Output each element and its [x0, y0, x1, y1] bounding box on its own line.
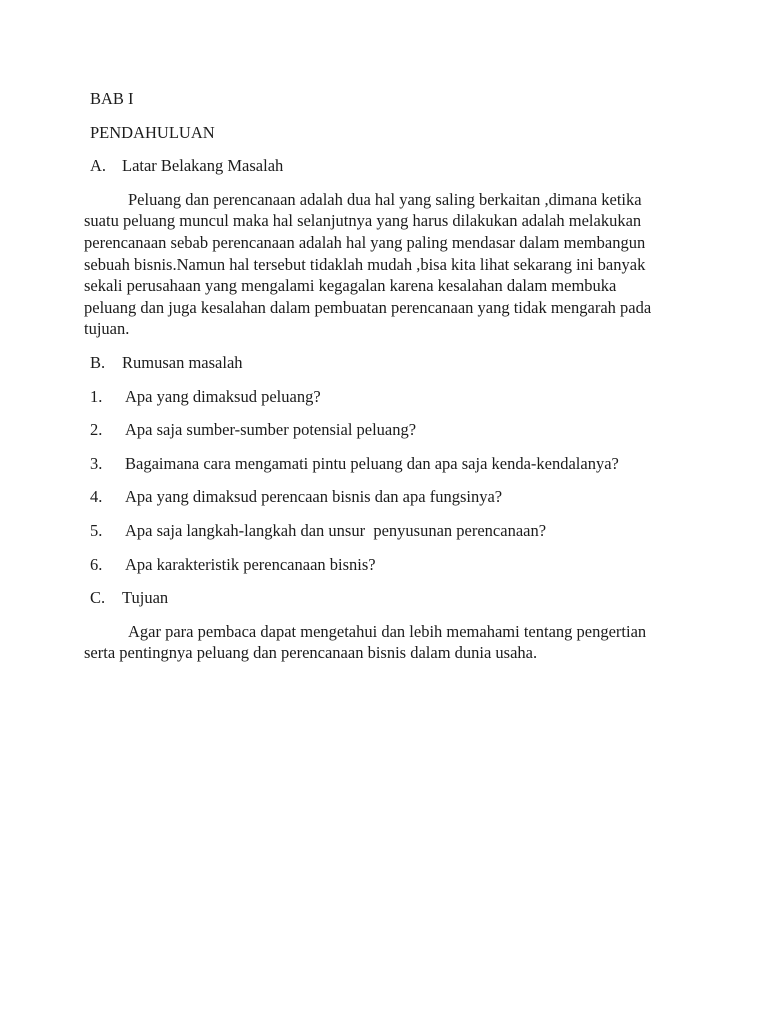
section-heading-latar-belakang — [84, 155, 664, 177]
question-number: 3. — [90, 453, 103, 473]
question-text: Apa saja sumber-sumber potensial peluang? — [125, 420, 417, 440]
chapter-heading: BAB I — [90, 89, 134, 108]
question-item-1 — [84, 386, 664, 408]
question-text: Apa karakteristik perencanaan bisnis? — [125, 554, 376, 574]
question-text: Bagaimana cara mengamati pintu peluang dan apa saja kenda-kendalanya? — [125, 453, 619, 473]
section-label: A. — [90, 156, 107, 176]
section-title: Latar Belakang Masalah — [122, 156, 284, 176]
question-item-4 — [84, 486, 664, 508]
section-title: Rumusan masalah — [122, 352, 243, 372]
question-item-5 — [84, 520, 664, 542]
question-item-2 — [84, 419, 664, 441]
question-item-3 — [84, 453, 664, 475]
page-content — [84, 88, 664, 676]
section-label: B. — [90, 352, 106, 372]
chapter-title: PENDAHULUAN — [90, 122, 215, 142]
question-text: Apa yang dimaksud peluang? — [125, 386, 321, 406]
paragraph-tujuan: Agar para pembaca dapat mengetahui dan lebih memahami tentang pengertian serta pentingnya peluang dan perencanaan bisnis dalam dunia usaha. — [84, 621, 651, 663]
question-text: Apa saja langkah-langkah dan unsur penyusunan perencanaan? — [125, 520, 547, 540]
section-label: C. — [90, 588, 106, 608]
paragraph-latar-belakang: Peluang dan perencanaan adalah dua hal yang saling berkaitan ,dimana ketika suatu peluang muncul maka hal selanjutnya yang harus dilakukan adalah melakukan perencanaan sebab perencanaan adalah hal yang paling mendasar dalam membangun sebuah bisnis.Namun hal tersebut tidaklah mudah ,bisa kita lihat sekarang ini banyak sekali perusahaan yang mengalami kegagalan karena kesalahan dalam membuka peluang dan juga kesalahan dalam pembuatan perencanaan yang tidak mengarah pada tujuan. — [84, 189, 656, 339]
section-heading-rumusan-masalah — [84, 352, 664, 374]
question-number: 1. — [90, 386, 103, 406]
question-number: 4. — [90, 487, 103, 507]
question-number: 6. — [90, 554, 103, 574]
question-item-6 — [84, 554, 664, 576]
section-heading-tujuan — [84, 587, 664, 609]
section-title: Tujuan — [122, 588, 169, 608]
question-number: 5. — [90, 520, 103, 540]
question-number: 2. — [90, 420, 103, 440]
question-text: Apa yang dimaksud perencaan bisnis dan apa fungsinya? — [125, 487, 503, 507]
